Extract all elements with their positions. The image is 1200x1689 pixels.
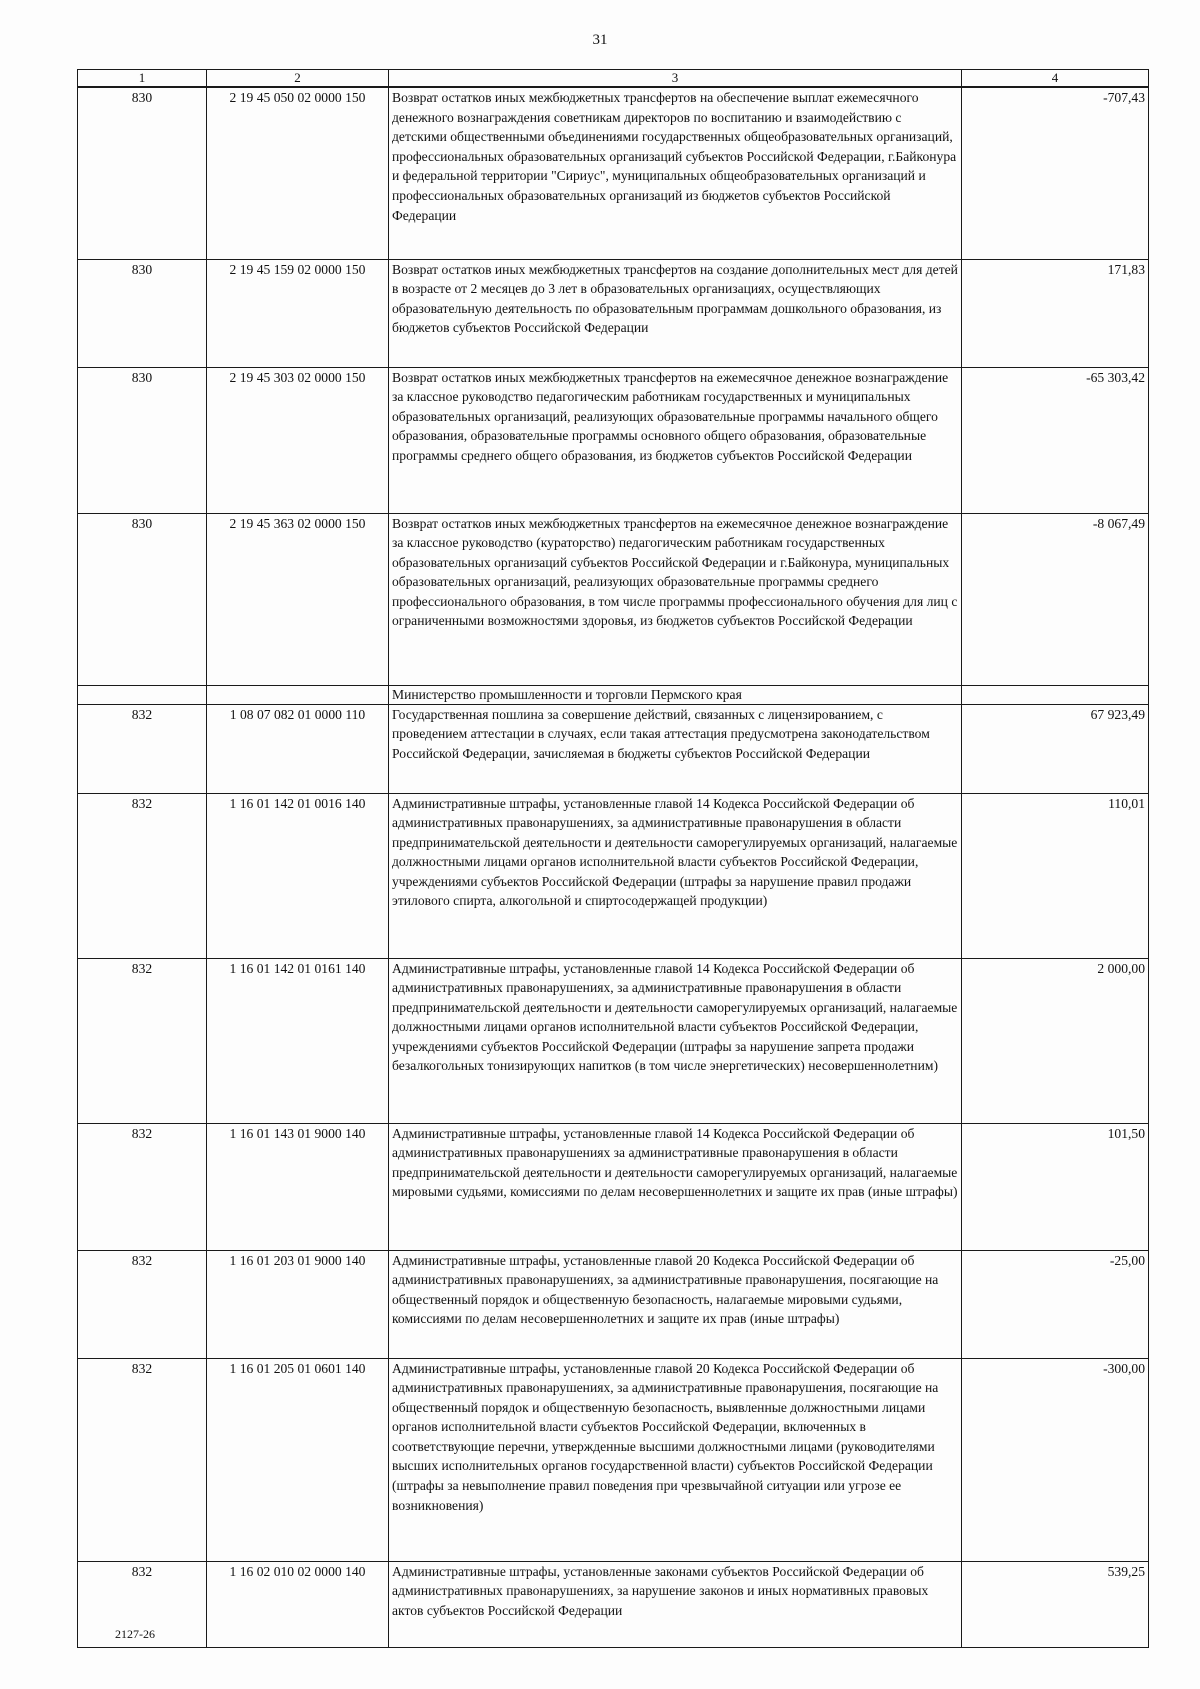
column-number: 1: [78, 70, 207, 88]
table-row: [78, 513, 1149, 685]
ministry-header-row: [78, 685, 1149, 704]
admin-code-cell: 830: [78, 259, 207, 367]
amount-cell: 67 923,49: [962, 704, 1149, 793]
budget-code-cell: 1 16 01 143 01 9000 140: [207, 1123, 389, 1250]
amount-cell: 101,50: [962, 1123, 1149, 1250]
document-code: 2127-26: [115, 1627, 155, 1641]
admin-code-cell: [78, 685, 207, 704]
budget-code-cell: 2 19 45 363 02 0000 150: [207, 513, 389, 685]
table-row: [78, 87, 1149, 259]
page-number: 31: [592, 32, 608, 48]
table-row: [78, 704, 1149, 793]
description-cell: Административные штрафы, установленные главой 20 Кодекса Российской Федерации об административных правонарушениях, за административные правонарушения, посягающие на общественный порядок и общественную безопасность, выявленные должностными лицами органов исполнительной власти субъектов Российской Федерации, включенных в соответствующие перечни, утвержденные высшими должностными лицами (руководителями высших исполнительных органов государственной власти) субъектов Российской Федерации (штрафы за невыполнение правил поведения при чрезвычайной ситуации или угрозе ее возникновения): [389, 1358, 962, 1561]
budget-code-cell: 2 19 45 303 02 0000 150: [207, 367, 389, 513]
amount-cell: -300,00: [962, 1358, 1149, 1561]
admin-code-cell: 832: [78, 704, 207, 793]
table-row: [78, 1561, 1149, 1647]
admin-code-cell: 830: [78, 513, 207, 685]
description-cell: Административные штрафы, установленные главой 14 Кодекса Российской Федерации об административных правонарушениях за административные правонарушения в области предпринимательской деятельности и деятельности саморегулируемых организаций, налагаемые мировыми судьями, комиссиями по делам несовершеннолетних и защите их прав (иные штрафы): [389, 1123, 962, 1250]
description-cell: Возврат остатков иных межбюджетных трансфертов на обеспечение выплат ежемесячного денежного вознаграждения советникам директоров по воспитанию и взаимодействию с детскими общественными объединениями государственных общеобразовательных организаций, профессиональных образовательных организаций субъектов Российской Федерации, г.Байконура и федеральной территории "Сириус", муниципальных общеобразовательных организаций и профессиональных образовательных организаций из бюджетов субъектов Российской Федерации: [389, 87, 962, 259]
description-cell: Административные штрафы, установленные законами субъектов Российской Федерации об административных правонарушениях, за нарушение законов и иных нормативных правовых актов субъектов Российской Федерации: [389, 1561, 962, 1647]
budget-code-cell: 1 16 01 142 01 0016 140: [207, 793, 389, 958]
description-cell: Возврат остатков иных межбюджетных трансфертов на ежемесячное денежное вознаграждение за классное руководство (кураторство) педагогическим работникам государственных образовательных организаций субъектов Российской Федерации и г.Байконура, муниципальных образовательных организаций, реализующих образовательные программы среднего профессионального образования, в том числе программы профессионального обучения для лиц с ограниченными возможностями здоровья, из бюджетов субъектов Российской Федерации: [389, 513, 962, 685]
admin-code-cell: 830: [78, 87, 207, 259]
admin-code-cell: 832: [78, 1123, 207, 1250]
column-number: 2: [207, 70, 389, 88]
table-row: [78, 259, 1149, 367]
admin-code-cell: 832: [78, 1250, 207, 1358]
budget-table: [77, 69, 1149, 1648]
column-number-row: [78, 70, 1149, 88]
budget-code-cell: 1 16 01 142 01 0161 140: [207, 958, 389, 1123]
amount-cell: -25,00: [962, 1250, 1149, 1358]
amount-cell: -65 303,42: [962, 367, 1149, 513]
column-number: 4: [962, 70, 1149, 88]
admin-code-cell: 832: [78, 1358, 207, 1561]
column-number: 3: [389, 70, 962, 88]
budget-code-cell: [207, 685, 389, 704]
budget-code-cell: 1 16 01 203 01 9000 140: [207, 1250, 389, 1358]
description-cell: Государственная пошлина за совершение действий, связанных с лицензированием, с проведением аттестации в случаях, если такая аттестация предусмотрена законодательством Российской Федерации, зачисляемая в бюджеты субъектов Российской Федерации: [389, 704, 962, 793]
admin-code-cell: 830: [78, 367, 207, 513]
table-row: [78, 1123, 1149, 1250]
table-row: [78, 793, 1149, 958]
amount-cell: 2 000,00: [962, 958, 1149, 1123]
budget-code-cell: 1 08 07 082 01 0000 110: [207, 704, 389, 793]
table-body: [78, 87, 1149, 1647]
table-row: [78, 367, 1149, 513]
description-cell: Возврат остатков иных межбюджетных трансфертов на ежемесячное денежное вознаграждение за классное руководство педагогическим работникам государственных и муниципальных образовательных организаций, реализующих образовательные программы начального общего образования, образовательные программы основного общего образования, образовательные программы среднего общего образования, из бюджетов субъектов Российской Федерации: [389, 367, 962, 513]
admin-code-cell: 832: [78, 958, 207, 1123]
admin-code-cell: 832: [78, 793, 207, 958]
table-row: [78, 1250, 1149, 1358]
amount-cell: -8 067,49: [962, 513, 1149, 685]
budget-code-cell: 1 16 01 205 01 0601 140: [207, 1358, 389, 1561]
amount-cell: 539,25: [962, 1561, 1149, 1647]
amount-cell: 171,83: [962, 259, 1149, 367]
amount-cell: [962, 685, 1149, 704]
description-cell: Административные штрафы, установленные главой 20 Кодекса Российской Федерации об административных правонарушениях, за административные правонарушения, посягающие на общественный порядок и общественную безопасность, налагаемые мировыми судьями, комиссиями по делам несовершеннолетних и защите их прав (иные штрафы): [389, 1250, 962, 1358]
table-row: [78, 958, 1149, 1123]
description-cell: Административные штрафы, установленные главой 14 Кодекса Российской Федерации об административных правонарушениях, за административные правонарушения в области предпринимательской деятельности и деятельности саморегулируемых организаций, налагаемые должностными лицами органов исполнительной власти субъектов Российской Федерации, учреждениями субъектов Российской Федерации (штрафы за нарушение запрета продажи безалкогольных тонизирующих напитков (в том числе энергетических) несовершеннолетним): [389, 958, 962, 1123]
amount-cell: 110,01: [962, 793, 1149, 958]
budget-code-cell: 2 19 45 159 02 0000 150: [207, 259, 389, 367]
budget-code-cell: 2 19 45 050 02 0000 150: [207, 87, 389, 259]
budget-code-cell: 1 16 02 010 02 0000 140: [207, 1561, 389, 1647]
amount-cell: -707,43: [962, 87, 1149, 259]
admin-code-cell: 832: [78, 1561, 207, 1647]
description-cell: Возврат остатков иных межбюджетных трансфертов на создание дополнительных мест для детей в возрасте от 2 месяцев до 3 лет в образовательных организациях, осуществляющих образовательную деятельность по образовательным программам дошкольного образования, из бюджетов субъектов Российской Федерации: [389, 259, 962, 367]
description-cell: Административные штрафы, установленные главой 14 Кодекса Российской Федерации об административных правонарушениях, за административные правонарушения в области предпринимательской деятельности и деятельности саморегулируемых организаций, налагаемые должностными лицами органов исполнительной власти субъектов Российской Федерации, учреждениями субъектов Российской Федерации (штрафы за нарушение правил продажи этилового спирта, алкогольной и спиртосодержащей продукции): [389, 793, 962, 958]
table-row: [78, 1358, 1149, 1561]
description-cell: Министерство промышленности и торговли Пермского края: [389, 685, 962, 704]
